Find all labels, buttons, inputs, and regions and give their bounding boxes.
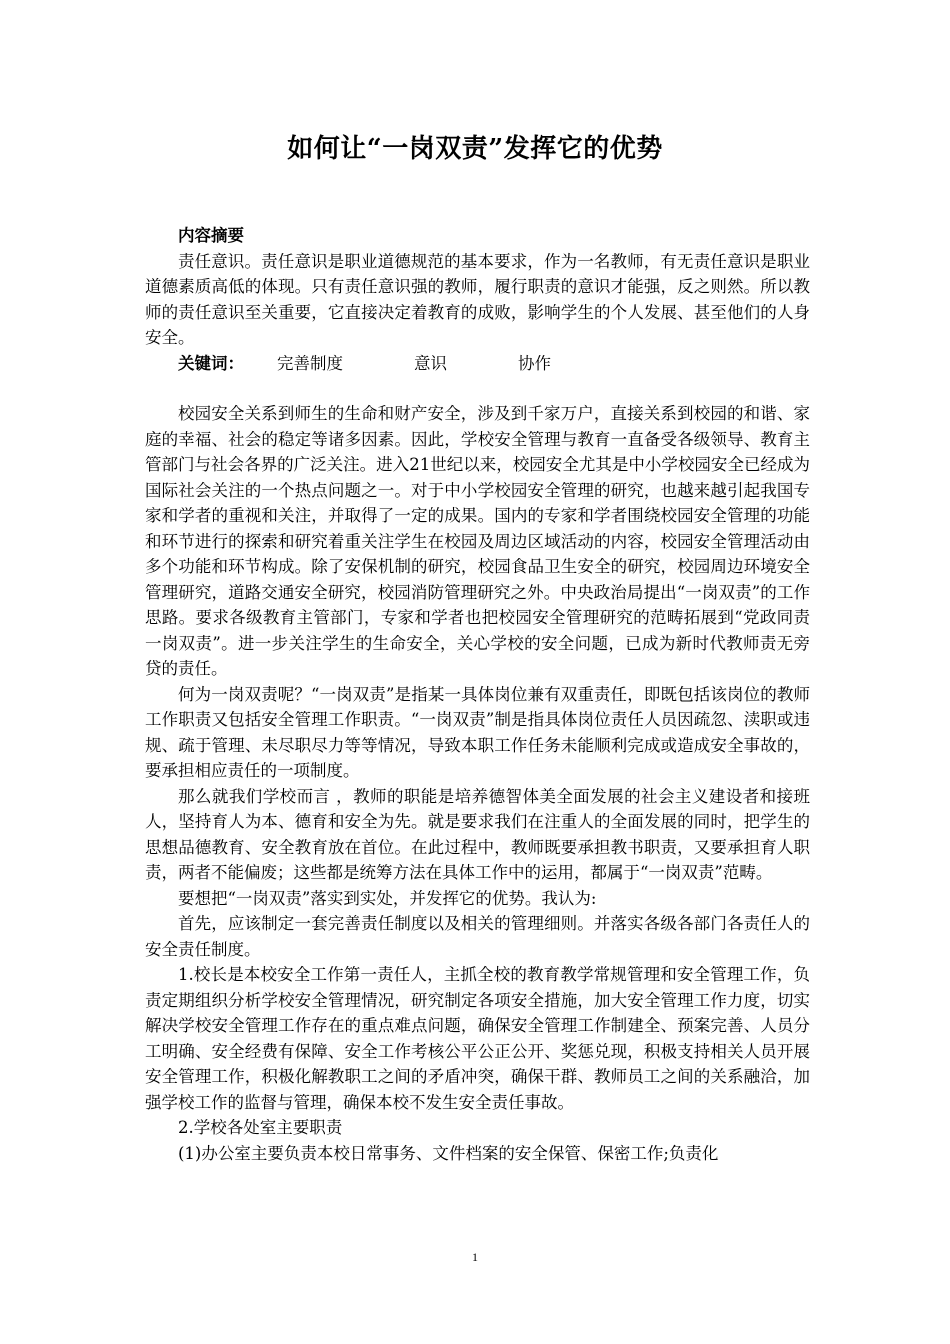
document-title: 如何让“一岗双责”发挥它的优势 xyxy=(287,134,663,164)
keywords-line xyxy=(145,351,810,377)
body-paragraph: 要想把“一岗双责”落实到实处，并发挥它的优势。我认为: xyxy=(178,888,597,908)
body-paragraph: 1.校长是本校安全工作第一责任人，主抓全校的教育教学常规管理和安全管理工作，负责定期组织分析学校安全管理情况，研究制定各项安全措施，加大安全管理工作力度，切实解决学校安全管理工作存在的重点难点问题，确保安全管理工作制建全、预案完善、人员分工明确、安全经费有保障、安全工作考核公平公正公开、奖惩兑现，积极支持相关人员开展安全管理工作，积极化解教职工之间的矛盾冲突，确保干群、教师员工之间的关系融洽，加强学校工作的监督与管理，确保本校不发生安全责任事故。 xyxy=(145,965,810,1112)
body-paragraph: 校园安全关系到师生的生命和财产安全，涉及到千家万户，直接关系到校园的和谐、家庭的幸福、社会的稳定等诸多因素。因此，学校安全管理与教育一直备受各级领导、教育主管部门与社会各界的广泛关注。进入21世纪以来，校园安全尤其是中小学校园安全已经成为国际社会关注的一个热点问题之一。对于中小学校园安全管理的研究，也越来越引起我国专家和学者的重视和关注，并取得了一定的成果。国内的专家和学者围绕校园安全管理的功能和环节进行的探索和研究着重关注学生在校园及周边区域活动的内容，校园安全管理活动由多个功能和环节构成。除了安保机制的研究，校园食品卫生安全的研究，校园周边环境安全管理研究，道路交通安全研究，校园消防管理研究之外。中央政治局提出“一岗双责”的工作思路。要求各级教育主管部门，专家和学者也把校园安全管理研究的范畴拓展到“党政同责 一岗双责”。进一步关注学生的生命安全，关心学校的安全问题，已成为新时代教师责无旁贷的责任。 xyxy=(145,404,810,678)
body-paragraph: 首先，应该制定一套完善责任制度以及相关的管理细则。并落实各级各部门各责任人的安全责任制度。 xyxy=(145,914,810,959)
keywords-label: 关键词： xyxy=(178,353,244,373)
body-paragraph: 那么就我们学校而言 ，教师的职能是培养德智体美全面发展的社会主义建设者和接班人，坚持育人为本、德育和安全为先。就是要求我们在注重人的全面发展的同时，把学生的思想品德教育、安全教育放在首位。在此过程中，教师既要承担教书职责，又要承担育人职责，两者不能偏废；这些都是统筹方法在具体工作中的运用，都属于“一岗双责”范畴。 xyxy=(145,786,810,882)
body-paragraph: (1)办公室主要负责本校日常事务、文件档案的安全保管、保密工作;负责化 xyxy=(178,1143,719,1163)
keyword: 协作 xyxy=(518,353,551,373)
paragraph-gap xyxy=(145,376,810,401)
document-body xyxy=(145,223,810,1166)
page-number: 1 xyxy=(472,1250,478,1264)
body-paragraph: 2.学校各处室主要职责 xyxy=(178,1118,343,1137)
keyword: 完善制度 xyxy=(277,353,343,373)
abstract-text: 责任意识。责任意识是职业道德规范的基本要求，作为一名教师，有无责任意识是职业道德素质高低的体现。只有责任意识强的教师，履行职责的意识才能强，反之则然。所以教师的责任意识至关重要，它直接决定着教育的成败，影响学生的个人发展、甚至他们的人身安全。 xyxy=(145,251,810,347)
abstract-heading: 内容摘要 xyxy=(178,226,244,245)
body-paragraph: 何为一岗双责呢？“一岗双责”是指某一具体岗位兼有双重责任，即既包括该岗位的教师工作职责又包括安全管理工作职责。“一岗双责”制是指具体岗位责任人员因疏忽、渎职或违规、疏于管理、未尽职尽力等等情况，导致本职工作任务未能顺利完成或造成安全事故的，要承担相应责任的一项制度。 xyxy=(145,684,810,780)
keyword: 意识 xyxy=(414,353,447,373)
